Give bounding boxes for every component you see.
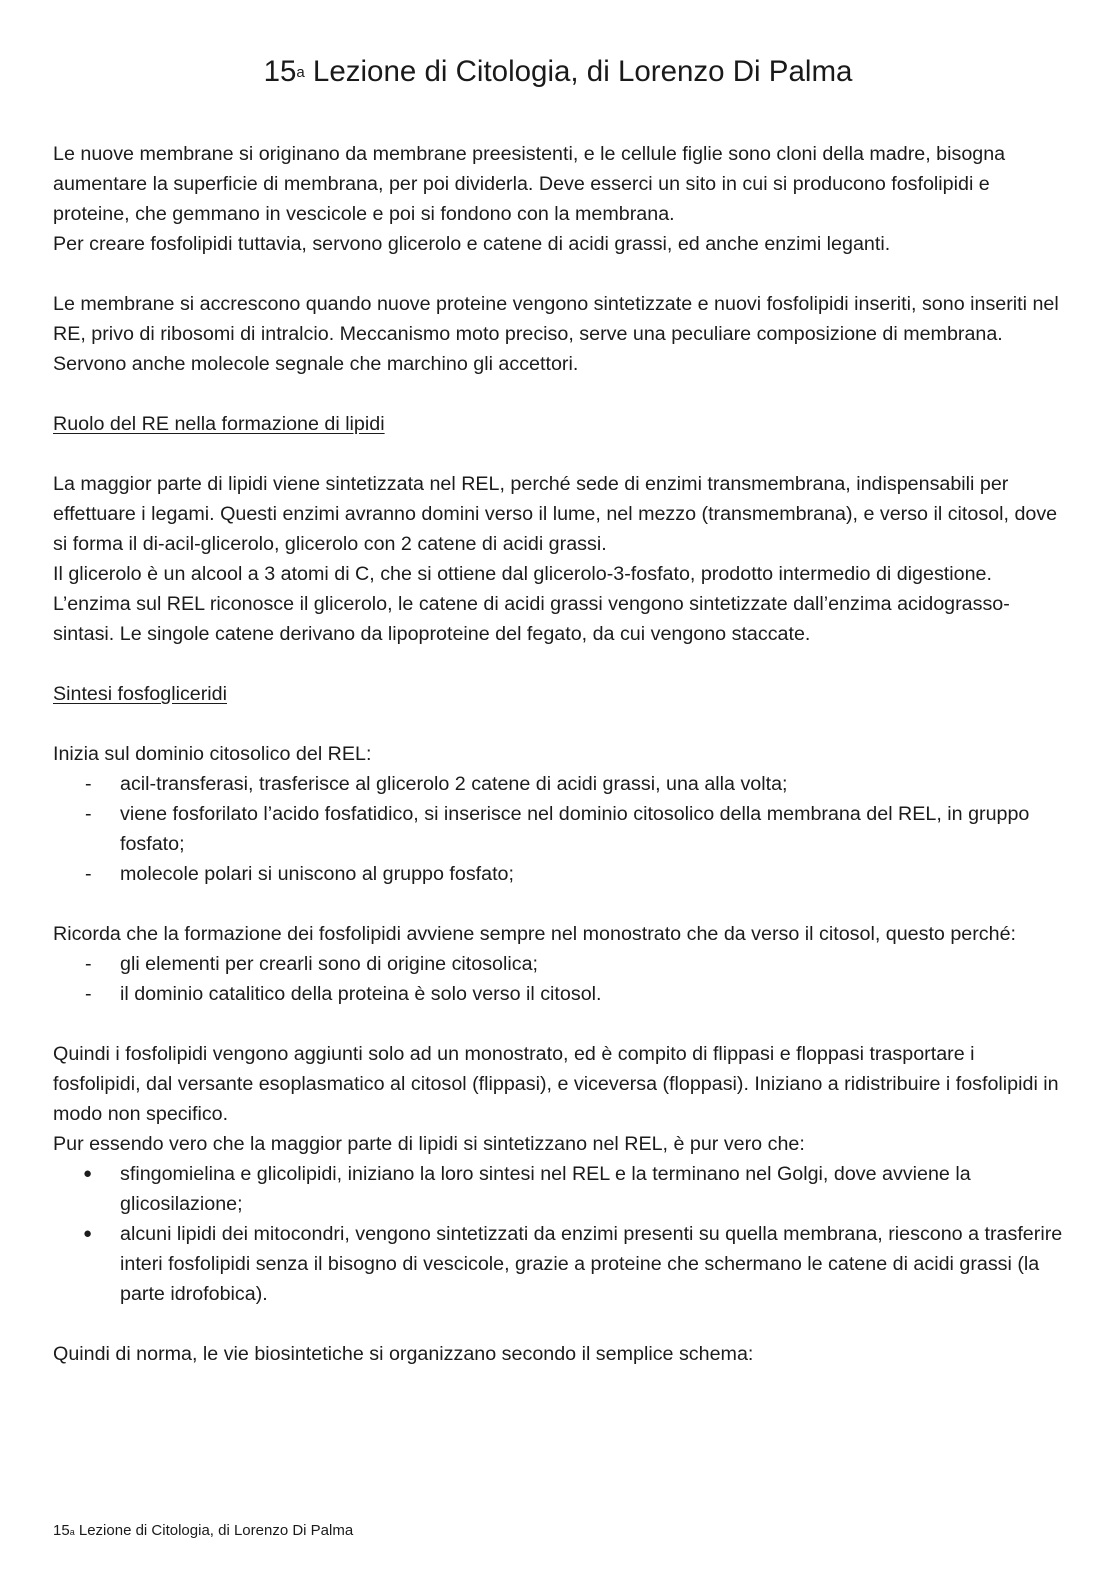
title-number: 15 — [263, 55, 297, 88]
paragraph: Quindi di norma, le vie biosintetiche si organizzano secondo il semplice schema: — [53, 1343, 754, 1365]
paragraph: Il glicerolo è un alcool a 3 atomi di C, che si ottiene dal glicerolo-3-fosfato, prodotto intermedio di digestione. L’enzima sul REL riconosce il glicerolo, le catene di acidi grassi vengono sintetizzate dall’enzima acidograsso-sintasi. Le singole catene derivano da lipoproteine del fegato, da cui vengono staccate. — [53, 563, 1010, 645]
list-item: - viene fosforilato l’acido fosfatidico, si inserisce nel dominio citosolico della membrana del REL, in gruppo fosfato; — [53, 799, 1065, 859]
list-item: - molecole polari si uniscono al gruppo fosfato; — [53, 859, 1065, 889]
footer-superscript: a — [69, 1527, 75, 1537]
paragraph: Le nuove membrane si originano da membrane preesistenti, e le cellule figlie sono cloni della madre, bisogna aumentare la superficie di membrana, per poi dividerla. Deve esserci un sito in cui si producono fosfolipidi e proteine, che gemmano in vescicole e poi si fondono con la membrana. — [53, 143, 1006, 225]
section-heading-ruolo-re: Ruolo del RE nella formazione di lipidi — [53, 413, 385, 435]
footer-text: Lezione di Citologia, di Lorenzo Di Palma — [74, 1522, 354, 1539]
dash-list-motivi — [53, 949, 1065, 1009]
page-title — [0, 52, 1116, 92]
paragraph: La maggior parte di lipidi viene sintetizzata nel REL, perché sede di enzimi transmembrana, indispensabili per effettuare i legami. Questi enzimi avranno domini verso il lume, nel mezzo (transmembrana), e verso il citosol, dove si forma il di-acil-glicerolo, glicerolo con 2 catene di acidi grassi. — [53, 473, 1058, 555]
list-item: - gli elementi per crearli sono di origine citosolica; — [53, 949, 1065, 979]
footer-number: 15 — [53, 1522, 70, 1539]
title-text: Lezione di Citologia, di Lorenzo Di Palma — [304, 55, 853, 88]
list-item: - acil-transferasi, trasferisce al glicerolo 2 catene di acidi grassi, una alla volta; — [53, 769, 1065, 799]
paragraph: Le membrane si accrescono quando nuove proteine vengono sintetizzate e nuovi fosfolipidi inseriti, sono inseriti nel RE, privo di ribosomi di intralcio. Meccanismo moto preciso, serve una peculiare composizione di membrana. Servono anche molecole segnale che marchino gli accettori. — [53, 293, 1059, 375]
list-item: - il dominio catalitico della proteina è solo verso il citosol. — [53, 979, 1065, 1009]
dash-list-sintesi — [53, 769, 1065, 889]
page-footer — [53, 1520, 353, 1542]
paragraph: Inizia sul dominio citosolico del REL: — [53, 743, 372, 765]
bullet-list-eccezioni — [53, 1159, 1065, 1309]
document-body — [53, 139, 1065, 1369]
paragraph: Quindi i fosfolipidi vengono aggiunti solo ad un monostrato, ed è compito di flippasi e floppasi trasportare i fosfolipidi, dal versante esoplasmatico al citosol (flippasi), e viceversa (floppasi). Iniziano a ridistribuire i fosfolipidi in modo non specifico. — [53, 1043, 1059, 1125]
paragraph: Ricorda che la formazione dei fosfolipidi avviene sempre nel monostrato che da verso il citosol, questo perché: — [53, 923, 1017, 945]
list-item: ● sfingomielina e glicolipidi, iniziano la loro sintesi nel REL e la terminano nel Golgi, dove avviene la glicosilazione; — [53, 1159, 1065, 1219]
section-heading-sintesi-fosfogliceridi: Sintesi fosfogliceridi — [53, 683, 227, 705]
paragraph: Pur essendo vero che la maggior parte di lipidi si sintetizzano nel REL, è pur vero che: — [53, 1133, 805, 1155]
paragraph: Per creare fosfolipidi tuttavia, servono glicerolo e catene di acidi grassi, ed anche enzimi leganti. — [53, 233, 891, 255]
title-superscript: a — [296, 64, 305, 81]
list-item: ● alcuni lipidi dei mitocondri, vengono sintetizzati da enzimi presenti su quella membrana, riescono a trasferire interi fosfolipidi senza il bisogno di vescicole, grazie a proteine che schermano le catene di acidi grassi (la parte idrofobica). — [53, 1219, 1065, 1309]
